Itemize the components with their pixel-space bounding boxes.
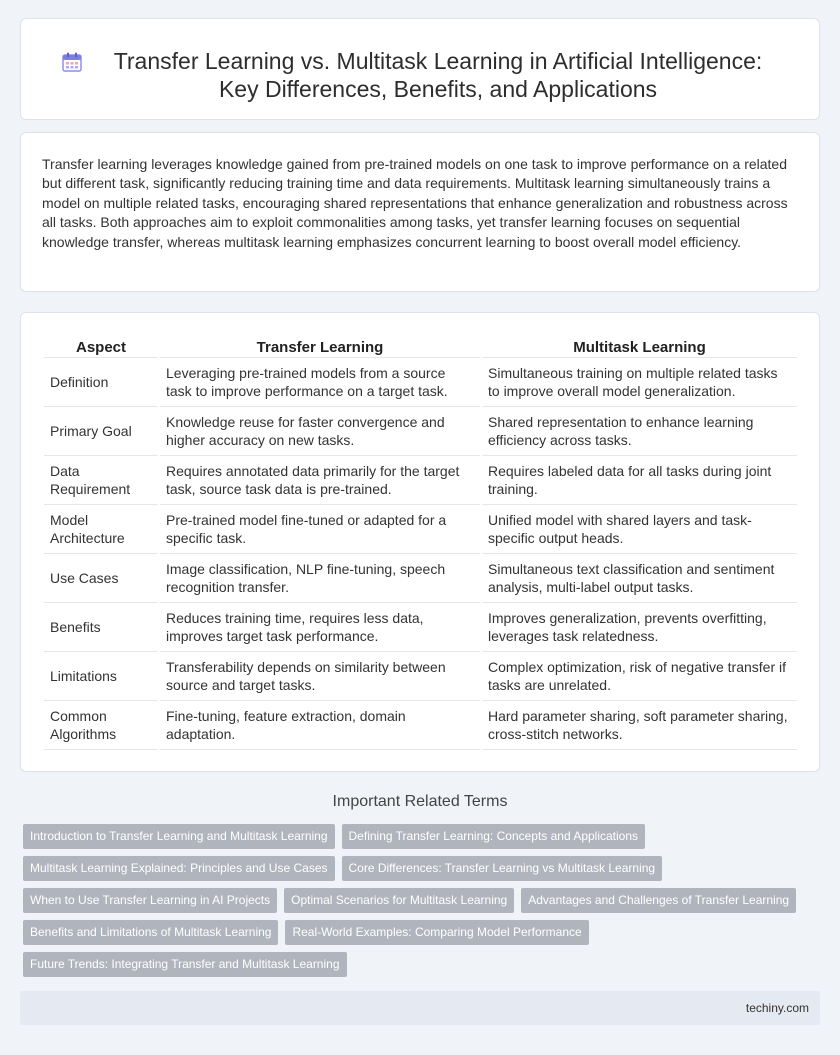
column-header-transfer-learning: Transfer Learning bbox=[160, 334, 480, 358]
footer bbox=[20, 991, 820, 1025]
table-row bbox=[44, 358, 797, 407]
column-header-aspect: Aspect bbox=[44, 334, 158, 358]
table-cell-transfer-learning: Transferability depends on similarity between source and target tasks. bbox=[160, 652, 480, 701]
footer-site-name: techiny.com bbox=[745, 1001, 809, 1015]
table-cell-aspect: Use Cases bbox=[44, 554, 158, 603]
calendar-icon bbox=[61, 51, 83, 73]
table-cell-aspect: Primary Goal bbox=[44, 407, 158, 456]
table-cell-multitask-learning: Unified model with shared layers and task-specific output heads. bbox=[482, 505, 797, 554]
related-term-link[interactable]: When to Use Transfer Learning in AI Projects bbox=[23, 888, 277, 913]
related-term-link[interactable]: Optimal Scenarios for Multitask Learning bbox=[284, 888, 514, 913]
table-cell-multitask-learning: Hard parameter sharing, soft parameter sharing, cross-stitch networks. bbox=[482, 701, 797, 750]
related-term-link[interactable]: Real-World Examples: Comparing Model Performance bbox=[285, 920, 588, 945]
table-cell-aspect: Definition bbox=[44, 358, 158, 407]
table-cell-transfer-learning: Leveraging pre-trained models from a source task to improve performance on a target task. bbox=[160, 358, 480, 407]
related-term-link[interactable]: Future Trends: Integrating Transfer and Multitask Learning bbox=[23, 952, 347, 977]
table-cell-multitask-learning: Improves generalization, prevents overfitting, leverages task relatedness. bbox=[482, 603, 797, 652]
related-term-link[interactable]: Defining Transfer Learning: Concepts and Applications bbox=[342, 824, 646, 849]
table-cell-transfer-learning: Knowledge reuse for faster convergence and higher accuracy on new tasks. bbox=[160, 407, 480, 456]
table-cell-aspect: Limitations bbox=[44, 652, 158, 701]
table-cell-transfer-learning: Reduces training time, requires less data, improves target task performance. bbox=[160, 603, 480, 652]
comparison-table-card bbox=[20, 312, 820, 772]
table-row bbox=[44, 554, 797, 603]
table-cell-multitask-learning: Shared representation to enhance learning efficiency across tasks. bbox=[482, 407, 797, 456]
table-cell-aspect: Common Algorithms bbox=[44, 701, 158, 750]
column-header-multitask-learning: Multitask Learning bbox=[482, 334, 797, 358]
related-term-link[interactable]: Advantages and Challenges of Transfer Learning bbox=[521, 888, 796, 913]
table-cell-transfer-learning: Fine-tuning, feature extraction, domain adaptation. bbox=[160, 701, 480, 750]
table-cell-aspect: Model Architecture bbox=[44, 505, 158, 554]
table-cell-multitask-learning: Complex optimization, risk of negative transfer if tasks are unrelated. bbox=[482, 652, 797, 701]
table-cell-transfer-learning: Requires annotated data primarily for the target task, source task data is pre-trained. bbox=[160, 456, 480, 505]
related-term-link[interactable]: Multitask Learning Explained: Principles and Use Cases bbox=[23, 856, 335, 881]
table-header-row bbox=[44, 334, 797, 358]
table-row bbox=[44, 603, 797, 652]
intro-paragraph: Transfer learning leverages knowledge gained from pre-trained models on one task to improve performance on a related but different task, significantly reducing training time and data requirements. Multitask learning simultaneously trains a model on multiple related tasks, encouraging shared representations that enhance generalization and robustness across all tasks. Both approaches aim to exploit commonalities among tasks, yet transfer learning focuses on sequential knowledge transfer, whereas multitask learning emphasizes concurrent learning to boost overall model efficiency. bbox=[42, 156, 788, 250]
table-row bbox=[44, 456, 797, 505]
related-terms-title: Important Related Terms bbox=[332, 793, 508, 810]
table-cell-transfer-learning: Pre-trained model fine-tuned or adapted for a specific task. bbox=[160, 505, 480, 554]
table-cell-aspect: Data Requirement bbox=[44, 456, 158, 505]
table-row bbox=[44, 407, 797, 456]
table-row bbox=[44, 652, 797, 701]
comparison-table bbox=[42, 334, 799, 750]
table-row bbox=[44, 701, 797, 750]
related-term-link[interactable]: Benefits and Limitations of Multitask Learning bbox=[23, 920, 278, 945]
related-term-link[interactable]: Introduction to Transfer Learning and Multitask Learning bbox=[23, 824, 335, 849]
table-cell-transfer-learning: Image classification, NLP fine-tuning, speech recognition transfer. bbox=[160, 554, 480, 603]
page-title: Transfer Learning vs. Multitask Learning in Artificial Intelligence: Key Differences, Benefits, and Applications bbox=[113, 48, 763, 102]
table-row bbox=[44, 505, 797, 554]
table-cell-multitask-learning: Simultaneous text classification and sentiment analysis, multi-label output tasks. bbox=[482, 554, 797, 603]
table-cell-multitask-learning: Requires labeled data for all tasks during joint training. bbox=[482, 456, 797, 505]
related-term-link[interactable]: Core Differences: Transfer Learning vs Multitask Learning bbox=[342, 856, 663, 881]
related-terms-list bbox=[23, 824, 813, 984]
table-cell-aspect: Benefits bbox=[44, 603, 158, 652]
intro-card bbox=[20, 132, 820, 292]
table-cell-multitask-learning: Simultaneous training on multiple related tasks to improve overall model generalization. bbox=[482, 358, 797, 407]
title-card bbox=[20, 18, 820, 120]
